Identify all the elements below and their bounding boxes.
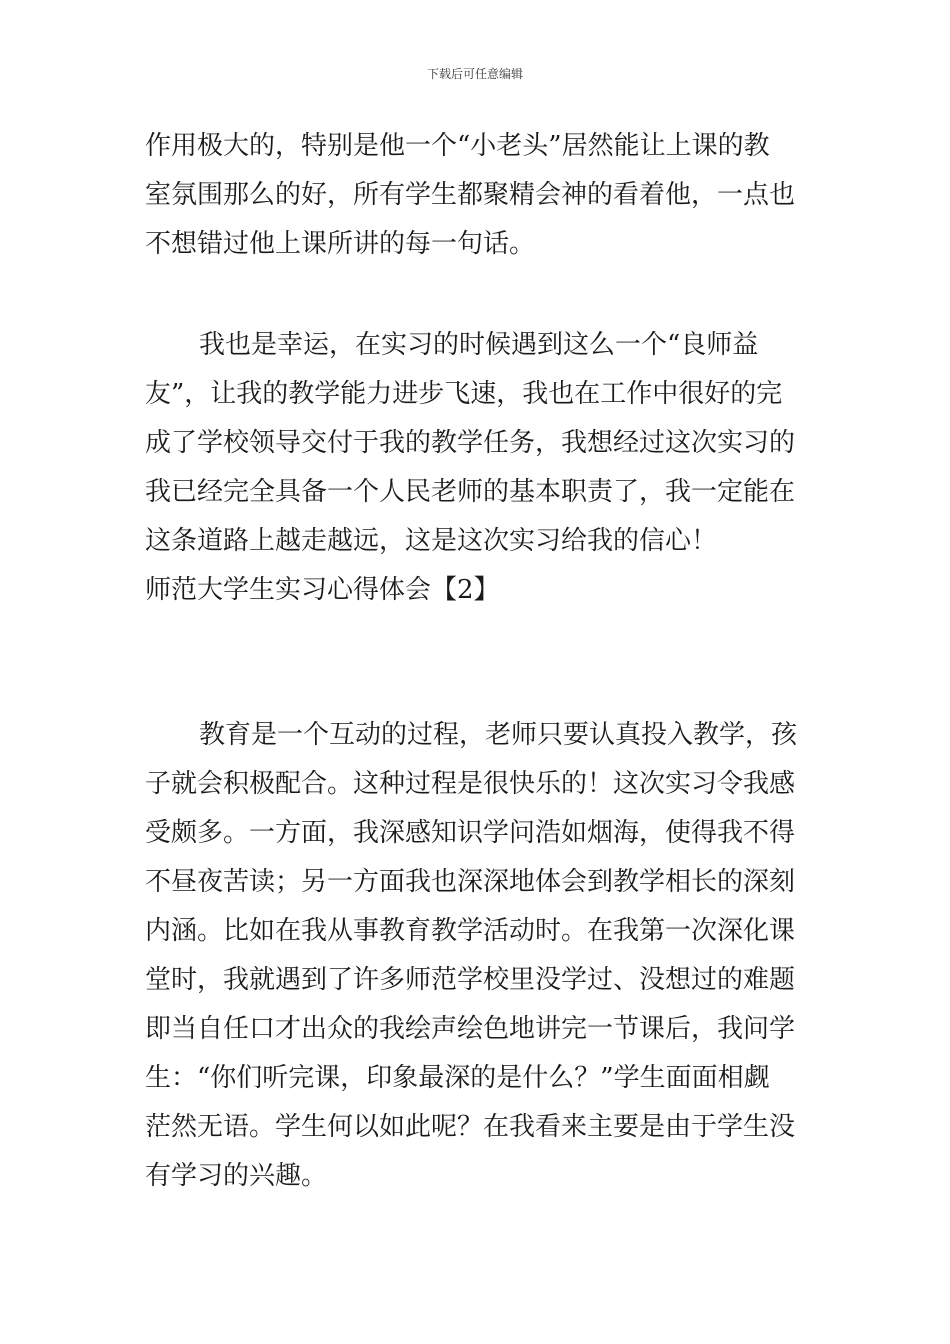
document-body <box>145 122 809 1201</box>
paragraph-2 <box>145 321 809 566</box>
section-heading: 师范大学生实习心得体会【2】 <box>145 575 500 605</box>
paragraph-line: 成了学校领导交付于我的教学任务，我想经过这次实习的 <box>145 428 796 458</box>
paragraph-line: 茫然无语。学生何以如此呢？在我看来主要是由于学生没 <box>145 1112 796 1142</box>
paragraph-spacer <box>145 615 809 711</box>
paragraph-line: 作用极大的，特别是他一个“小老头”居然能让上课的教 <box>145 131 770 161</box>
paragraph-line: 室氛围那么的好，所有学生都聚精会神的看着他，一点也 <box>145 180 796 210</box>
paragraph-line: 即当自任口才出众的我绘声绘色地讲完一节课后，我问学 <box>145 1014 796 1044</box>
paragraph-line: 不昼夜苦读；另一方面我也深深地体会到教学相长的深刻 <box>145 867 796 897</box>
paragraph-line: 堂时，我就遇到了许多师范学校里没学过、没想过的难题 <box>145 965 796 995</box>
paragraph-line: 我已经完全具备一个人民老师的基本职责了，我一定能在 <box>145 477 796 507</box>
header-text: 下载后可任意编辑 <box>426 67 523 81</box>
paragraph-line: 友”，让我的教学能力进步飞速，我也在工作中很好的完 <box>145 379 783 409</box>
paragraph-3 <box>145 711 809 1201</box>
paragraph-line: 教育是一个互动的过程，老师只要认真投入教学，孩 <box>199 720 798 750</box>
paragraph-1 <box>145 122 809 269</box>
paragraph-line: 内涵。比如在我从事教育教学活动时。在我第一次深化课 <box>145 916 796 946</box>
paragraph-line: 不想错过他上课所讲的每一句话。 <box>145 229 536 259</box>
paragraph-line: 我也是幸运，在实习的时候遇到这么一个“良师益 <box>199 330 759 360</box>
paragraph-line: 子就会积极配合。这种过程是很快乐的！这次实习令我感 <box>145 769 796 799</box>
paragraph-line: 有学习的兴趣。 <box>145 1161 328 1191</box>
page-header <box>0 66 950 82</box>
paragraph-line: 生：“你们听完课，印象最深的是什么？”学生面面相觑 <box>145 1063 770 1093</box>
paragraph-spacer <box>145 269 809 321</box>
paragraph-line: 这条道路上越走越远，这是这次实习给我的信心！ <box>145 526 718 556</box>
paragraph-line: 受颇多。一方面，我深感知识学问浩如烟海，使得我不得 <box>145 818 796 848</box>
